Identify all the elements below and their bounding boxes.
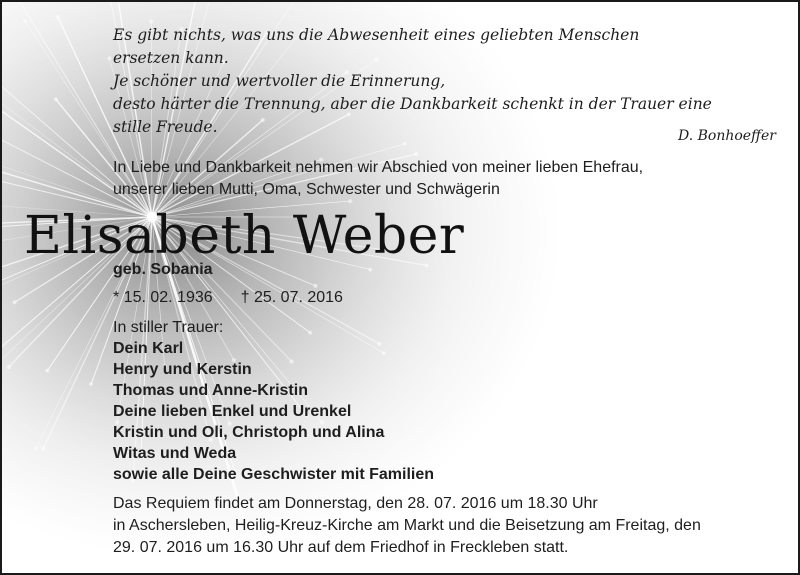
quote-author: D. Bonhoeffer — [678, 128, 776, 144]
intro-line: unserer lieben Mutti, Oma, Schwester und Schwägerin — [113, 181, 500, 198]
mourner-name: Thomas und Anne-Kristin — [113, 382, 308, 399]
mourners-list — [113, 338, 434, 485]
mourners-section — [113, 317, 434, 485]
mourner-name: Deine lieben Enkel und Urenkel — [113, 403, 352, 420]
quote-line: ersetzen kann. — [113, 49, 229, 67]
service-info — [113, 493, 701, 559]
mourner-name: Kristin und Oli, Christoph und Alina — [113, 424, 385, 441]
mourner-name: Henry und Kerstin — [113, 361, 252, 378]
quote-line: Es gibt nichts, was uns die Abwesenheit eines geliebten Menschen — [113, 26, 640, 44]
service-line: Das Requiem findet am Donnerstag, den 28. 07. 2016 um 18.30 Uhr — [113, 495, 598, 512]
intro-text — [113, 157, 643, 201]
quote-line: Je schöner und wertvoller die Erinnerung, — [113, 72, 446, 90]
service-line: in Aschersleben, Heilig-Kreuz-Kirche am Markt und die Beisetzung am Freitag, den — [113, 517, 701, 534]
death-date: † 25. 07. 2016 — [240, 289, 343, 306]
maiden-name: geb. Sobania — [113, 261, 213, 278]
notice-content — [2, 2, 800, 575]
mourner-name: Dein Karl — [113, 340, 184, 357]
mourner-name: Witas und Weda — [113, 445, 237, 462]
mourner-name: sowie alle Deine Geschwister mit Familien — [113, 466, 435, 483]
mourning-heading: In stiller Trauer: — [113, 319, 224, 336]
quote-line: desto härter die Trennung, aber die Dankbarkeit schenkt in der Trauer eine — [113, 95, 712, 113]
birth-date: * 15. 02. 1936 — [113, 289, 213, 306]
life-dates — [113, 289, 343, 307]
intro-line: In Liebe und Dankbarkeit nehmen wir Abschied von meiner lieben Ehefrau, — [113, 159, 644, 176]
service-line: 29. 07. 2016 um 16.30 Uhr auf dem Friedhof in Freckleben statt. — [113, 539, 569, 556]
deceased-name: Elisabeth Weber — [24, 206, 465, 266]
quote-line: stille Freude. — [113, 118, 218, 136]
bonhoeffer-quote — [113, 24, 773, 139]
